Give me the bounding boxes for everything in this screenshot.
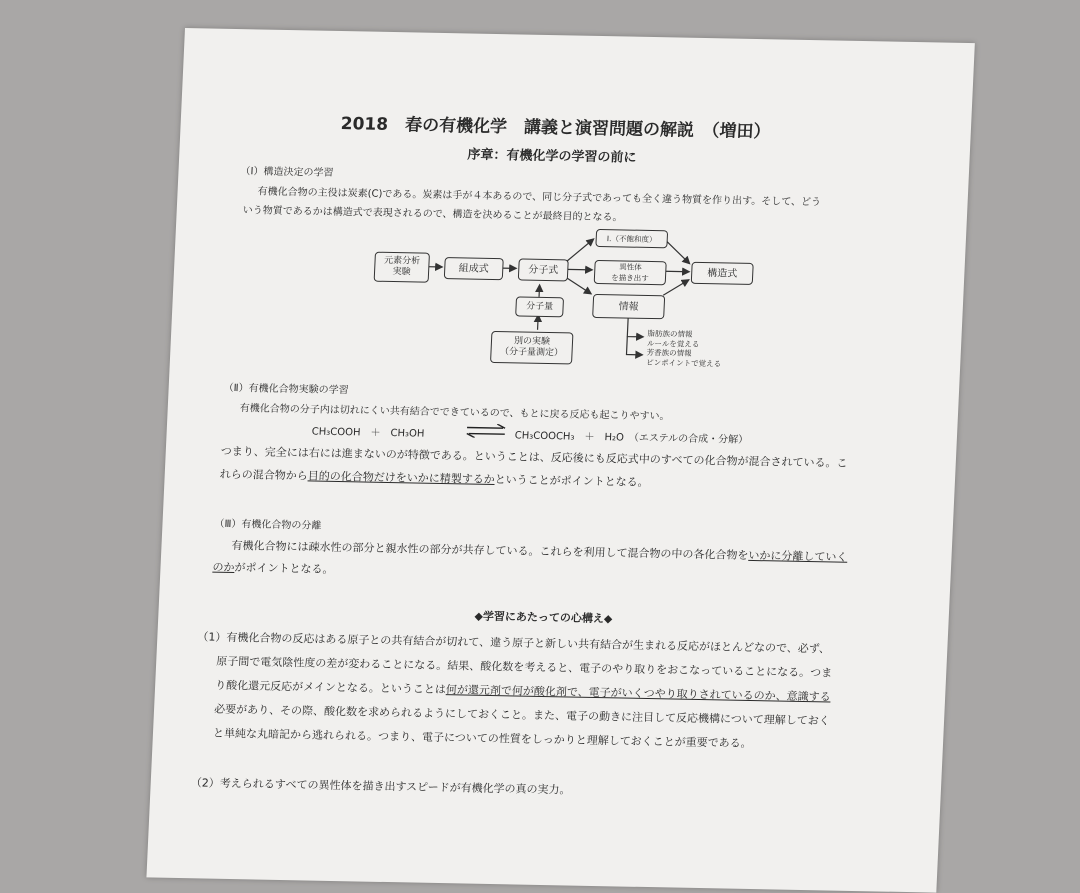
section2-heading: （Ⅱ）有機化合物実験の学習 [223,379,349,396]
document-subtitle: 序章：有機化学の学習の前に [467,143,637,165]
section1-heading: （Ⅰ）構造決定の学習 [240,162,334,179]
section1-line2: いう物質であるかは構造式で表現されるので、構造を決めることが最終目的となる。 [243,201,623,223]
section3-heading: （Ⅲ）有機化合物の分離 [214,515,322,532]
mindset-p1-line3 [215,677,831,705]
aliphatic-info-label: 脂肪族の情報 ルールを覚える [647,329,700,350]
mindset-p1-line4: 必要があり、その際、酸化数を求められるようにしておくこと。また、電子の動きに注目して反応機構について理解しておく [214,701,830,729]
box-other-experiment: 別の実験 （分子量測定） [490,331,573,365]
section2-line1: 有機化合物の分子内は切れにくい共有結合でできているので、もとに戻る反応も起こりやすい。 [240,399,670,422]
mindset-p1-line5: と単純な丸暗記から逃れられる。つまり、電子についての性質をしっかりと理解しておくことが重要である。 [213,725,752,751]
box-molecular-formula: 分子式 [518,258,569,281]
section2-line4-start: れらの混合物から [219,468,308,483]
section2-emphasis: 目的の化合物だけをいかに精製するか [307,469,495,486]
document-page [146,28,974,893]
box-unsaturation: I.（不飽和度） [595,229,668,248]
section3-emphasis: いかに分離していく [748,549,848,564]
section1-line1: 有機化合物の主役は炭素(C)である。炭素は手が４本あるので、同じ分子式であっても全く違う物質を作り出す。そして、どう [257,182,821,208]
structure-determination-diagram [185,28,975,43]
section3-line2-end: がポイントとなる。 [234,561,334,576]
box-molecular-weight: 分子量 [515,296,564,317]
mindset-heading: ◆学習にあたっての心構え◆ [474,608,613,627]
box-composition-formula: 組成式 [444,257,504,280]
box-isomers: 異性体 を描き出す [594,260,667,285]
section3-line2 [212,559,334,577]
section3-line2-emphasis: のか [212,561,235,574]
box-structural-formula: 構造式 [691,262,754,285]
aromatic-info-label: 芳香族の情報 ピンポイントで覚える [646,348,722,369]
document-title: 2018 春の有機化学 講義と演習問題の解説 （増田） [340,109,771,142]
mindset-p1-line2: 原子間で電気陰性度の差が変わることになる。結果、酸化数を考えると、電子のやり取りをおこなっていることになる。つま [216,653,833,681]
mindset-emphasis: 何が還元剤で何が酸化剤で、電子がいくつやり取りされているのか、意識する [446,683,831,703]
equilibrium-arrow-icon [465,423,508,438]
section3-line1-start: 有機化合物には疎水性の部分と親水性の部分が共存している。これらを利用して混合物の中の各化合物を [231,539,748,562]
equation-right: CH₃COOCH₃ ＋ H₂O （エステルの合成・分解） [514,426,748,445]
equation-left: CH₃COOH ＋ CH₃OH [312,423,425,440]
section2-line4 [219,466,649,490]
section2-line3: つまり、完全には右には進まないのが特徴である。ということは、反応後にも反応式中のすべての化合物が混合されている。こ [220,443,847,471]
mindset-p1-line1: （1）有機化合物の反応はある原子との共有結合が切れて、違う原子と新しい共有結合が生まれる反応がほとんどなので、必ず、 [197,628,830,656]
section2-line4-end: ということがポイントとなる。 [494,473,649,489]
box-elemental-analysis: 元素分析 実験 [374,252,430,283]
box-information: 情報 [592,294,665,319]
mindset-p1-line3-start: り酸化還元反応がメインとなる。ということは [215,679,446,696]
mindset-p2: （2）考えられるすべての異性体を描き出すスピードが有機化学の真の実力。 [190,774,571,797]
